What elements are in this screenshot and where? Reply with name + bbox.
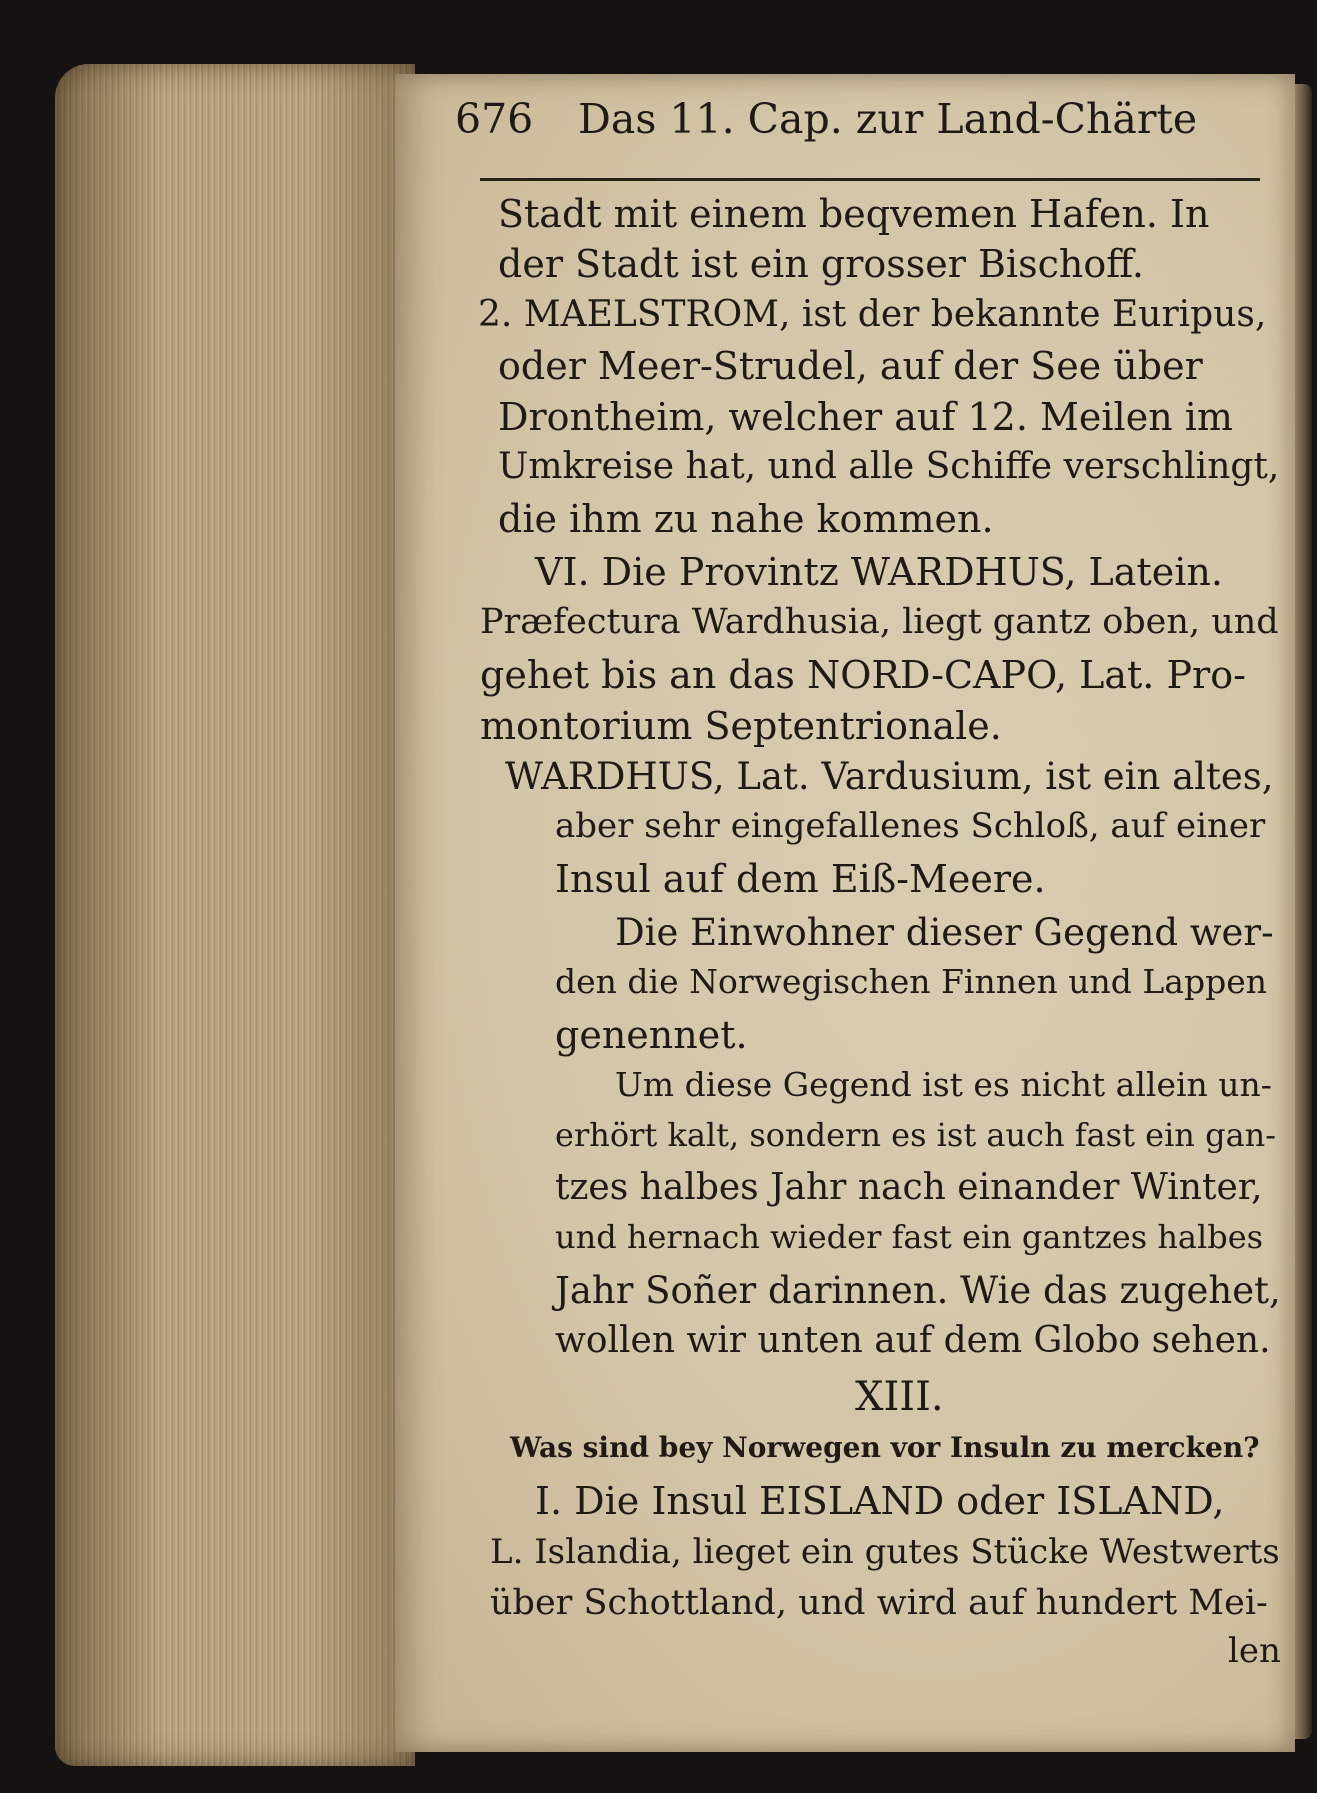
text-line: tzes halbes Jahr nach einander Winter, [555, 1167, 1263, 1208]
text-line: den die Norwegischen Finnen und Lappen [555, 962, 1267, 1001]
section-question: Was sind bey Norwegen vor Insuln zu mercken? [510, 1431, 1260, 1464]
section-number: XIII. [855, 1374, 944, 1420]
text-line: über Schottland, und wird auf hundert Mei- [490, 1583, 1268, 1623]
text-line: wollen wir unten auf dem Globo sehen. [555, 1320, 1271, 1361]
text-line: Die Einwohner dieser Gegend wer- [615, 911, 1274, 954]
text-line: Insul auf dem Eiß-Meere. [555, 857, 1046, 901]
text-line: 2. MAELSTROM, ist der bekannte Euripus, [478, 294, 1267, 335]
text-line: aber sehr eingefallenes Schloß, auf einer [555, 806, 1266, 846]
text-line: I. Die Insul EISLAND oder ISLAND, [535, 1479, 1225, 1523]
text-line: der Stadt ist ein grosser Bischoff. [498, 242, 1144, 286]
page-number: 676 [455, 95, 534, 143]
text-line: montorium Septentrionale. [480, 704, 1002, 748]
header-rule [480, 178, 1260, 181]
book-page-edges [55, 64, 415, 1766]
text-line: WARDHUS, Lat. Vardusium, ist ein altes, [505, 755, 1274, 798]
text-line: Jahr Soñer darinnen. Wie das zugehet, [555, 1269, 1281, 1312]
text-line: VI. Die Provintz WARDHUS, Latein. [535, 550, 1223, 594]
text-line: Præfectura Wardhusia, liegt gantz oben, und [480, 602, 1279, 642]
catchword: len [1228, 1631, 1281, 1671]
text-line: L. Islandia, lieget ein gutes Stücke Westwerts [490, 1532, 1280, 1572]
text-line: gehet bis an das NORD-CAPO, Lat. Pro- [480, 653, 1246, 697]
running-head-title: Das 11. Cap. zur Land-Chärte [578, 95, 1198, 143]
text-line: Um diese Gegend ist es nicht allein un- [615, 1065, 1272, 1104]
text-line: die ihm zu nahe kommen. [498, 497, 994, 541]
text-line: genennet. [555, 1013, 748, 1057]
text-line: Drontheim, welcher auf 12. Meilen im [498, 395, 1233, 439]
running-head [455, 95, 1235, 155]
text-line: oder Meer-Strudel, auf der See über [498, 344, 1203, 388]
text-line: erhört kalt, sondern es ist auch fast ein gan- [555, 1116, 1277, 1154]
text-line: Stadt mit einem beqvemen Hafen. In [498, 192, 1210, 236]
text-line: und hernach wieder fast ein gantzes halbes [555, 1218, 1264, 1256]
text-line: Umkreise hat, und alle Schiffe verschlingt, [498, 446, 1280, 487]
